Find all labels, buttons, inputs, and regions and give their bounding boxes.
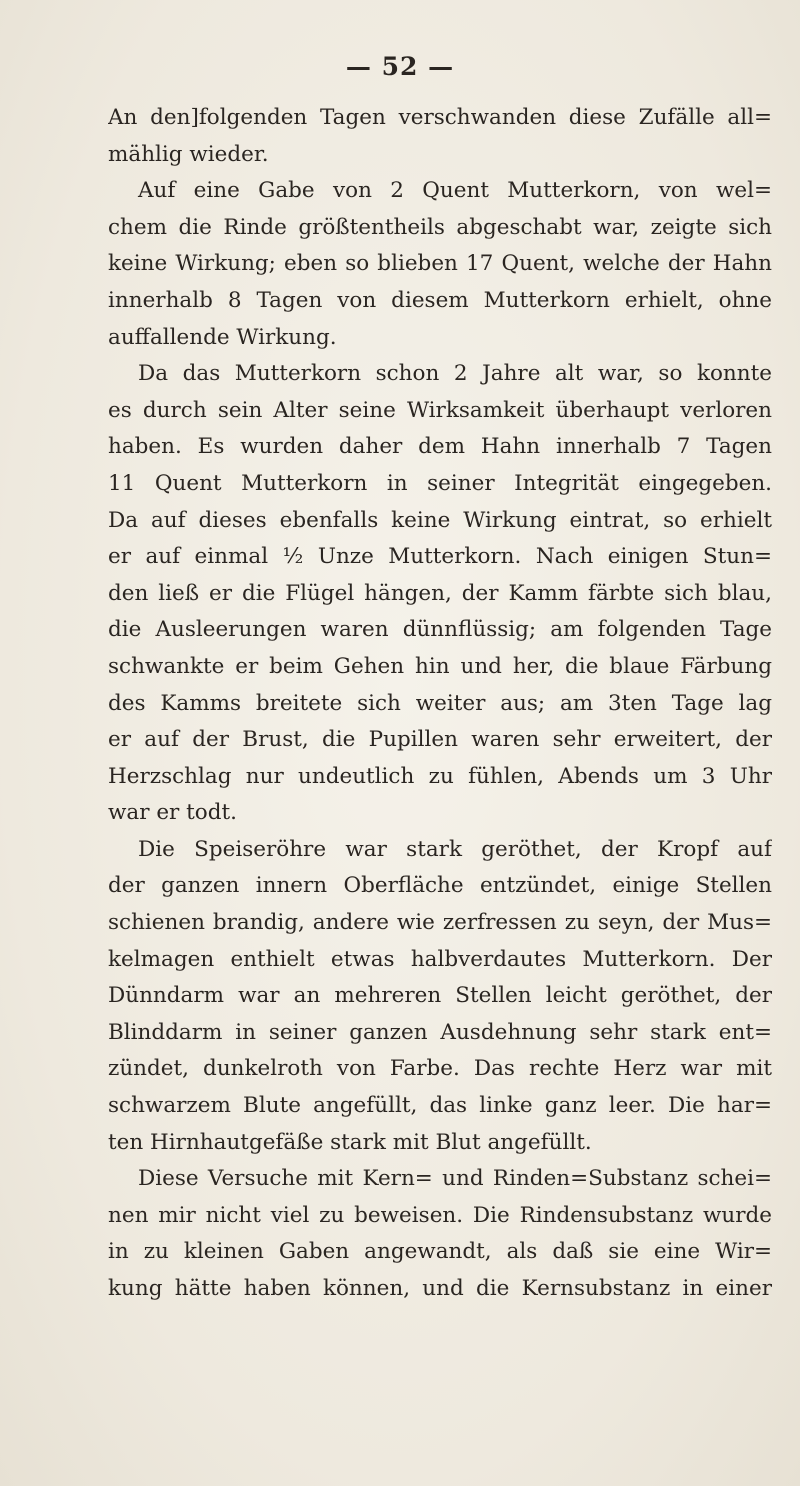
- text-line: haben. Es wurden daher dem Hahn innerhalb 7 Tagen: [108, 434, 772, 460]
- text-line: war er todt.: [108, 800, 237, 826]
- text-line: keine Wirkung; eben so blieben 17 Quent, welche der Hahn: [108, 251, 772, 277]
- text-line: des Kamms breitete sich weiter aus; am 3ten Tage lag: [108, 690, 772, 716]
- text-line: Herzschlag nur undeutlich zu fühlen, Abends um 3 Uhr: [108, 763, 772, 789]
- text-line: Dünndarm war an mehreren Stellen leicht geröthet, der: [108, 983, 772, 1009]
- text-line: schwankte er beim Gehen hin und her, die blaue Färbung: [108, 653, 772, 679]
- text-line: ten Hirnhautgefäße stark mit Blut angefüllt.: [108, 1129, 592, 1155]
- text-line: mählig wieder.: [108, 141, 269, 167]
- text-line: er auf einmal ½ Unze Mutterkorn. Nach einigen Stun=: [108, 544, 772, 570]
- text-line: es durch sein Alter seine Wirksamkeit überhaupt verloren: [108, 397, 772, 423]
- text-line: Die Speiseröhre war stark geröthet, der Kropf auf: [138, 836, 772, 862]
- text-line: kung hätte haben können, und die Kernsubstanz in einer: [108, 1276, 772, 1301]
- page-number: — 52 —: [345, 52, 455, 81]
- text-line: in zu kleinen Gaben angewandt, als daß sie eine Wir=: [108, 1239, 772, 1265]
- text-line: den ließ er die Flügel hängen, der Kamm färbte sich blau,: [108, 580, 772, 606]
- text-line: Auf eine Gabe von 2 Quent Mutterkorn, von wel=: [138, 178, 772, 204]
- text-line: An den]folgenden Tagen verschwanden diese Zufälle all=: [108, 105, 772, 130]
- text-line: schienen brandig, andere wie zerfressen zu seyn, der Mus=: [108, 910, 772, 936]
- text-line: die Ausleerungen waren dünnflüssig; am folgenden Tage: [108, 617, 772, 643]
- text-line: Diese Versuche mit Kern= und Rinden=Substanz schei=: [138, 1166, 772, 1192]
- text-line: schwarzem Blute angefüllt, das linke ganz leer. Die har=: [108, 1093, 772, 1119]
- text-block: [108, 100, 772, 1308]
- text-line: nen mir nicht viel zu beweisen. Die Rindensubstanz wurde: [108, 1202, 772, 1228]
- text-line: auffallende Wirkung.: [108, 324, 337, 350]
- text-line: Blinddarm in seiner ganzen Ausdehnung sehr stark ent=: [108, 1019, 772, 1045]
- text-line: der ganzen innern Oberfläche entzündet, einige Stellen: [108, 873, 772, 899]
- text-line: kelmagen enthielt etwas halbverdautes Mutterkorn. Der: [108, 946, 772, 972]
- text-line: 11 Quent Mutterkorn in seiner Integrität eingegeben.: [108, 470, 772, 496]
- text-line: zündet, dunkelroth von Farbe. Das rechte Herz war mit: [108, 1056, 772, 1082]
- text-line: Da das Mutterkorn schon 2 Jahre alt war, so konnte: [138, 361, 772, 387]
- text-line: innerhalb 8 Tagen von diesem Mutterkorn erhielt, ohne: [108, 287, 772, 313]
- text-line: er auf der Brust, die Pupillen waren sehr erweitert, der: [108, 727, 772, 753]
- text-line: Da auf dieses ebenfalls keine Wirkung eintrat, so erhielt: [108, 507, 772, 533]
- text-line: chem die Rinde größtentheils abgeschabt war, zeigte sich: [108, 214, 772, 240]
